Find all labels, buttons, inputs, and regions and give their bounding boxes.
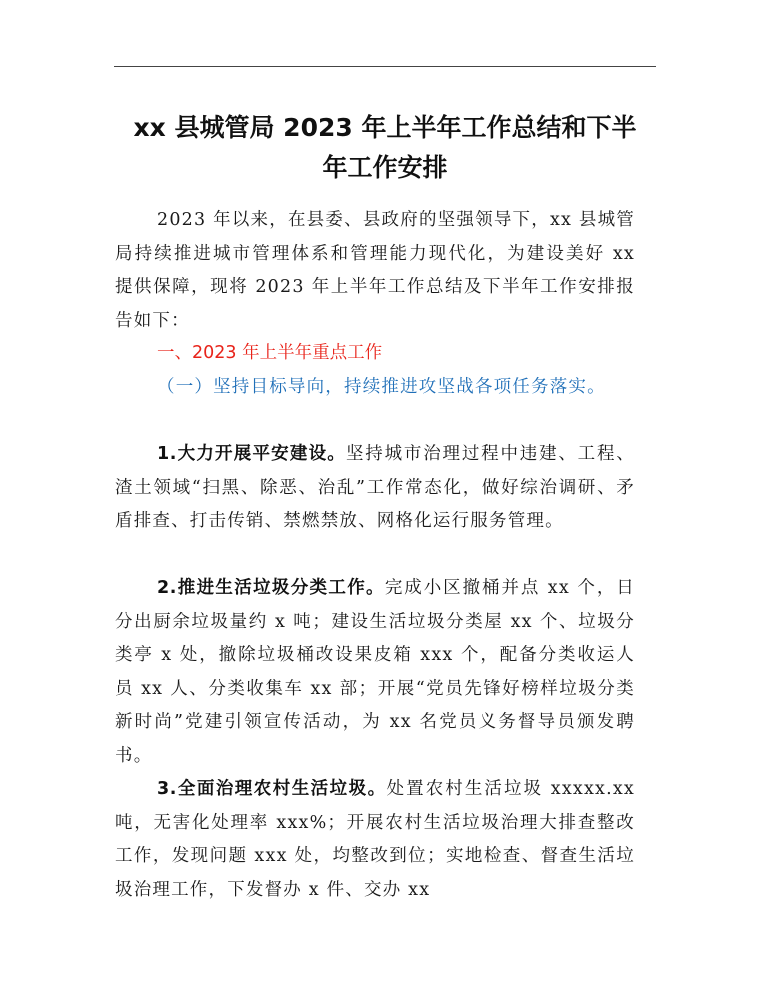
item-lead: 2.推进生活垃圾分类工作。 [157, 578, 385, 598]
item-lead: 1.大力开展平安建设。 [157, 444, 346, 464]
subsection-heading: （一）坚持目标导向，持续推进攻坚战各项任务落实。 [157, 377, 606, 397]
item-paragraph-3 [115, 773, 635, 907]
section-heading: 一、2023 年上半年重点工作 [157, 343, 383, 363]
item-text: 完成小区撤桶并点 xx 个，日分出厨余垃圾量约 x 吨；建设生活垃圾分类屋 xx 个、垃圾分类亭 x 处，撤除垃圾桶改设果皮箱 xxx 个，配备分类收运人员 xx 人、分类收集车 xx 部；开展“党员先锋好榜样垃圾分类新时尚”党建引领宣传活动，为 xx 名党员义务督导员颁发聘书。 [115, 578, 635, 766]
item-paragraph-2 [115, 572, 635, 773]
document-title [110, 108, 660, 188]
item-text: 处置农村生活垃圾 xxxxx.xx 吨，无害化处理率 xxx%；开展农村生活垃圾治理大排查整改工作，发现问题 xxx 处，均整改到位；实地检查、督查生活垃圾治理工作，下发督办 x 件、交办 xx [115, 779, 635, 900]
item-text: 坚持城市治理过程中违建、工程、渣土领域“扫黑、除恶、治乱”工作常态化，做好综治调研、矛盾排查、打击传销、禁燃禁放、网格化运行服务管理。 [115, 444, 635, 531]
item-lead: 3.全面治理农村生活垃圾。 [157, 779, 387, 799]
header-rule [114, 66, 656, 67]
intro-paragraph: 2023 年以来，在县委、县政府的坚强领导下，xx 县城管局持续推进城市管理体系和管理能力现代化，为建设美好 xx 提供保障，现将 2023 年上半年工作总结及下半年工作安排报告如下： [115, 210, 635, 331]
title-line-1: xx 县城管局 2023 年上半年工作总结和下半 [133, 113, 637, 142]
title-line-2: 年工作安排 [322, 153, 448, 182]
item-paragraph-1 [115, 438, 635, 539]
